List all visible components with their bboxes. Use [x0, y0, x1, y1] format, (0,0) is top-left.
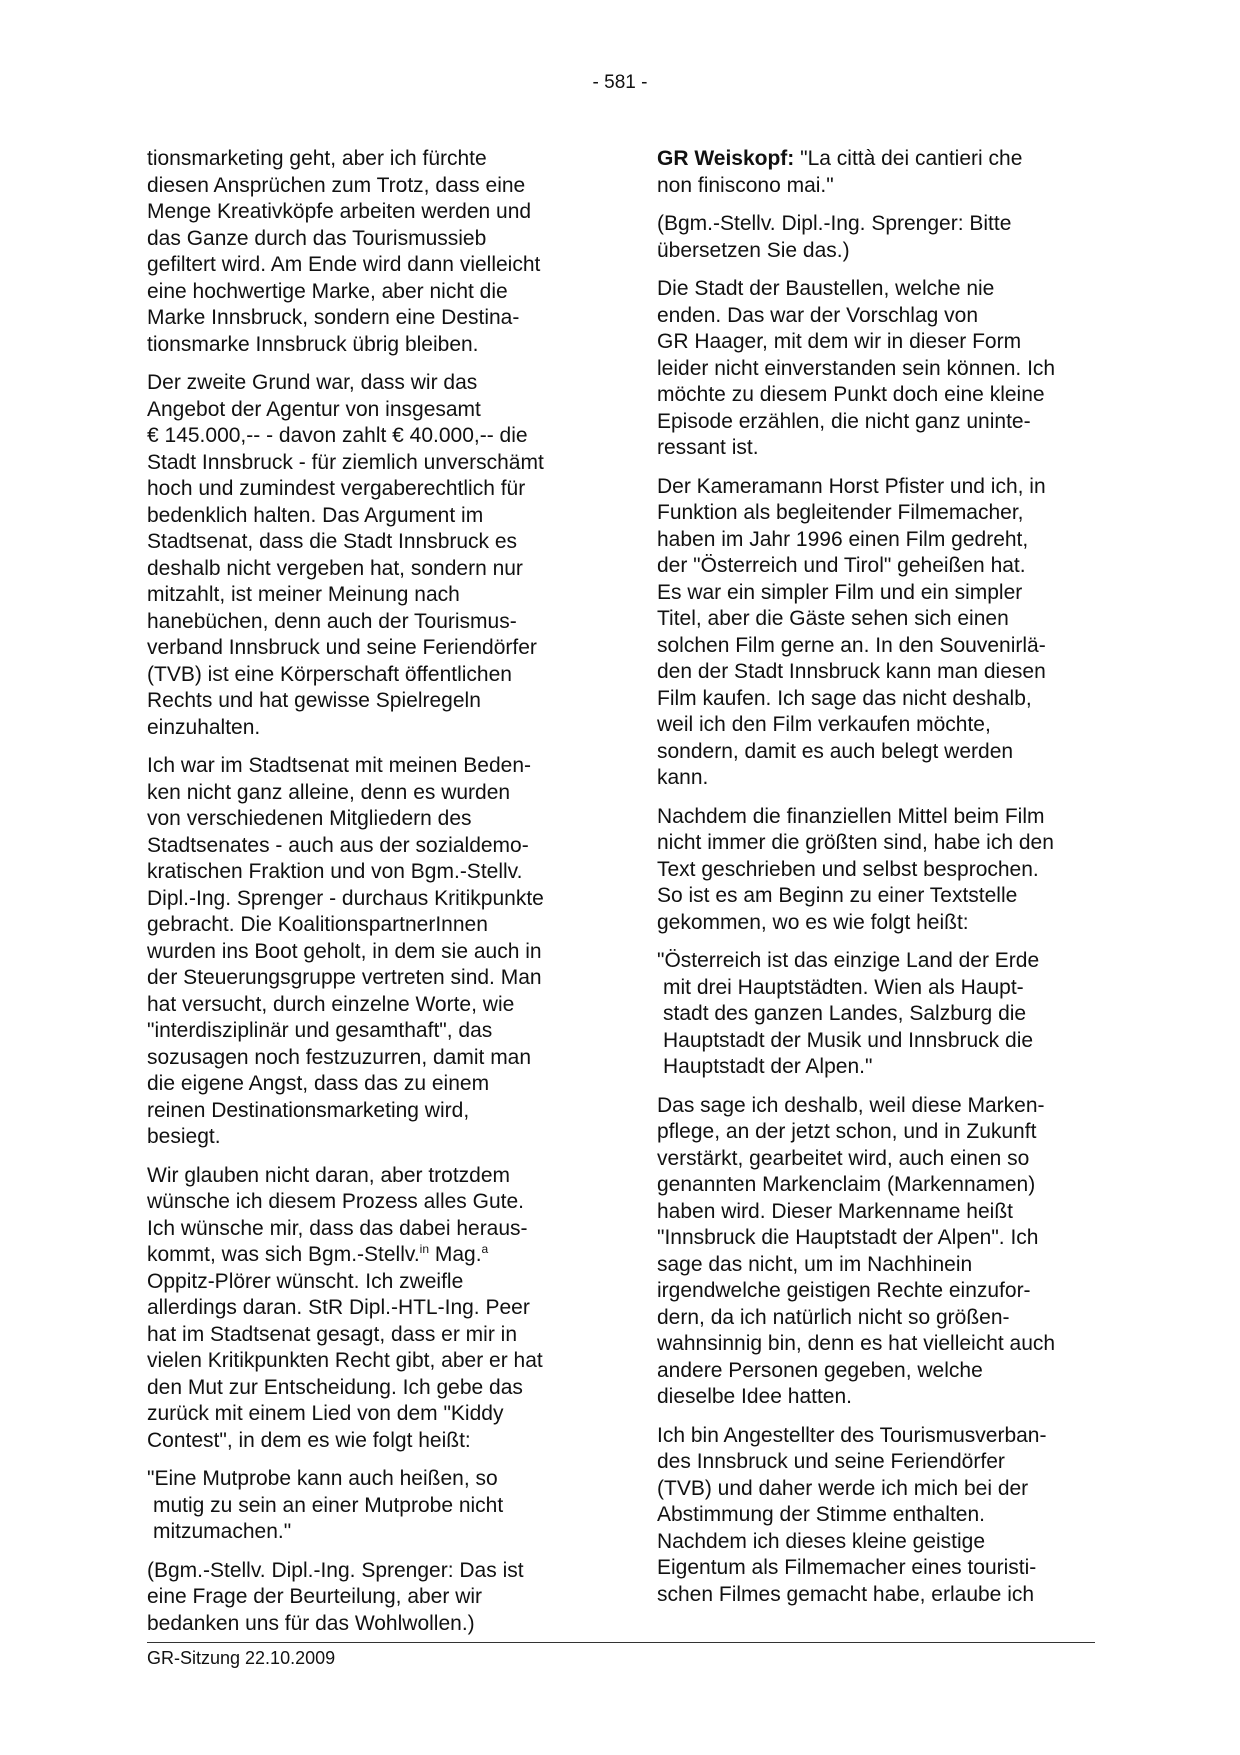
text-line: dieselbe Idee hatten. [657, 1385, 852, 1408]
text-line: Funktion als begleitender Filmemacher, [657, 501, 1024, 524]
text-line: Hauptstadt der Alpen." [663, 1055, 873, 1078]
text-line: gebracht. Die KoalitionspartnerInnen [147, 913, 488, 936]
text-line: Stadt Innsbruck - für ziemlich unverschämt [147, 450, 544, 474]
text-line: So ist es am Beginn zu einer Textstelle [657, 884, 1018, 907]
text-line: Rechts und hat gewisse Spielregeln [147, 689, 481, 712]
interjection [147, 1558, 587, 1638]
text-line: Angebot der Agentur von insgesamt [147, 397, 481, 421]
text-line: "Eine Mutprobe kann auch heißen, so [147, 1467, 498, 1490]
superscript: a [481, 1242, 489, 1256]
text-line: Oppitz-Plörer wünscht. Ich zweifle [147, 1269, 464, 1293]
text-line: vielen Kritikpunkten Recht gibt, aber er hat [147, 1349, 543, 1372]
footer-session-date: GR-Sitzung 22.10.2009 [147, 1648, 336, 1668]
text-line: Titel, aber die Gäste sehen sich einen [657, 607, 1009, 630]
paragraph [147, 753, 587, 1151]
left-column [147, 146, 587, 1649]
text-line: Hauptstadt der Musik und Innsbruck die [663, 1028, 1034, 1052]
text-line: übersetzen Sie das.) [657, 238, 850, 262]
text-line: Stadtsenates - auch aus der sozialdemo- [147, 833, 529, 857]
text-line: Dipl.-Ing. Sprenger - durchaus Kritikpunkte [147, 886, 544, 910]
text-line: non finiscono mai." [657, 173, 834, 197]
text-line: verband Innsbruck und seine Feriendörfer [147, 636, 537, 659]
text-line: genannten Markenclaim (Markennamen) [657, 1173, 1036, 1196]
speaker-name: GR Weiskopf: [657, 147, 795, 170]
text-line: besiegt. [147, 1125, 221, 1148]
text-line: hat versucht, durch einzelne Worte, wie [147, 992, 515, 1016]
text-line: dern, da ich natürlich nicht so größen- [657, 1305, 1010, 1329]
text-line: bedenklich halten. Das Argument im [147, 503, 484, 527]
text-line: gekommen, wo es wie folgt heißt: [657, 910, 969, 934]
paragraph [657, 1093, 1097, 1411]
paragraph [657, 804, 1097, 937]
superscript: in [419, 1242, 430, 1256]
right-column [657, 146, 1097, 1620]
text-line: allerdings daran. StR Dipl.-HTL-Ing. Peer [147, 1296, 530, 1319]
text-line: den der Stadt Innsbruck kann man diesen [657, 660, 1046, 683]
interjection [657, 211, 1097, 264]
text-line: Ich bin Angestellter des Tourismusverban- [657, 1423, 1047, 1447]
text-line: diesen Ansprüchen zum Trotz, dass eine [147, 173, 526, 197]
text-line: Das sage ich deshalb, weil diese Marken- [657, 1093, 1045, 1117]
text-line: des Innsbruck und seine Feriendörfer [657, 1450, 1005, 1473]
text-line: haben im Jahr 1996 einen Film gedreht, [657, 527, 1029, 551]
text-line: Stadtsenat, dass die Stadt Innsbruck es [147, 530, 518, 553]
quote [657, 948, 1097, 1081]
text-line: bedanken uns für das Wohlwollen.) [147, 1611, 475, 1635]
text-line: hat im Stadtsenat gesagt, dass er mir in [147, 1322, 518, 1346]
text-line: andere Personen gegeben, welche [657, 1358, 983, 1382]
text-line: sozusagen noch festzuzurren, damit man [147, 1045, 532, 1069]
paragraph [147, 146, 587, 358]
text-line: (TVB) und daher werde ich mich bei der [657, 1476, 1029, 1500]
text-line: "Österreich ist das einzige Land der Erde [657, 949, 1040, 972]
text-line: (TVB) ist eine Körperschaft öffentlichen [147, 662, 512, 686]
text-line: Ich war im Stadtsenat mit meinen Beden- [147, 754, 532, 777]
text-line: weil ich den Film verkaufen möchte, [657, 713, 991, 736]
text-line: Wir glauben nicht daran, aber trotzdem [147, 1163, 511, 1187]
text-line: der Steuerungsgruppe vertreten sind. Man [147, 966, 542, 989]
text-line: Menge Kreativköpfe arbeiten werden und [147, 200, 532, 223]
text-line: pflege, an der jetzt schon, und in Zukunft [657, 1120, 1037, 1143]
text-line: der "Österreich und Tirol" geheißen hat. [657, 554, 1026, 577]
paragraph [147, 1163, 587, 1455]
text-line: GR Haager, mit dem wir in dieser Form [657, 330, 1022, 353]
text-line: enden. Das war der Vorschlag von [657, 303, 979, 327]
text-line: Der zweite Grund war, dass wir das [147, 371, 478, 394]
text-line: € 145.000,-- - davon zahlt € 40.000,-- die [147, 424, 528, 447]
paragraph [657, 276, 1097, 462]
text-line: die eigene Angst, dass das zu einem [147, 1072, 490, 1095]
text-line: das Ganze durch das Tourismussieb [147, 226, 487, 250]
text-line: (Bgm.-Stellv. Dipl.-Ing. Sprenger: Bitte [657, 212, 1012, 235]
text-line: den Mut zur Entscheidung. Ich gebe das [147, 1375, 523, 1399]
paragraph [657, 146, 1097, 199]
text-line: gefiltert wird. Am Ende wird dann vielleicht [147, 253, 541, 276]
text-fragment: Mag. [429, 1243, 482, 1266]
text-line: mitzahlt, ist meiner Meinung nach [147, 583, 460, 606]
quote [147, 1466, 587, 1546]
footer-divider [147, 1642, 1095, 1643]
text-line: mitzumachen." [153, 1520, 292, 1543]
text-line: eine Frage der Beurteilung, aber wir [147, 1585, 483, 1608]
text-line: Nachdem ich dieses kleine geistige [657, 1529, 986, 1553]
text-line: "interdisziplinär und gesamthaft", das [147, 1019, 493, 1042]
text-line: von verschiedenen Mitgliedern des [147, 807, 472, 830]
text-line: Marke Innsbruck, sondern eine Destina- [147, 306, 520, 329]
page-number: - 581 - [592, 72, 648, 93]
text-line: Film kaufen. Ich sage das nicht deshalb, [657, 686, 1032, 710]
text-line: solchen Film gerne an. In den Souvenirlä- [657, 633, 1046, 657]
text-line: ken nicht ganz alleine, denn es wurden [147, 780, 511, 804]
text-line: nicht immer die größten sind, habe ich den [657, 831, 1054, 854]
text-line: stadt des ganzen Landes, Salzburg die [663, 1002, 1027, 1025]
text-line: schen Filmes gemacht habe, erlaube ich [657, 1582, 1035, 1606]
text-line: Contest", in dem es wie folgt heißt: [147, 1428, 471, 1452]
text-line: Nachdem die finanziellen Mittel beim Film [657, 804, 1045, 828]
text-line: sondern, damit es auch belegt werden [657, 739, 1014, 763]
text-line: Ich wünsche mir, dass das dabei heraus- [147, 1216, 528, 1240]
text-line: deshalb nicht vergeben hat, sondern nur [147, 556, 523, 580]
text-line: ressant ist. [657, 436, 759, 459]
text-line: wünsche ich diesem Prozess alles Gute. [147, 1190, 525, 1213]
text-line: verstärkt, gearbeitet wird, auch einen so [657, 1146, 1030, 1170]
text-line: tionsmarketing geht, aber ich fürchte [147, 147, 487, 170]
text-line: eine hochwertige Marke, aber nicht die [147, 279, 508, 303]
text-line: hoch und zumindest vergaberechtlich für [147, 477, 526, 500]
paragraph-lines [147, 1163, 587, 1243]
text-line [147, 1242, 587, 1269]
paragraph [657, 474, 1097, 792]
text-line: Text geschrieben und selbst besprochen. [657, 857, 1039, 881]
text-line: Es war ein simpler Film und ein simpler [657, 580, 1023, 604]
text-line: sage das nicht, um im Nachhinein [657, 1252, 973, 1276]
text-line: mit drei Hauptstädten. Wien als Haupt- [663, 975, 1024, 999]
text-line: wurden ins Boot geholt, in dem sie auch in [147, 939, 542, 963]
text-line: mutig zu sein an einer Mutprobe nicht [153, 1493, 504, 1517]
text-line: Episode erzählen, die nicht ganz uninte- [657, 409, 1031, 433]
text-line: Die Stadt der Baustellen, welche nie [657, 277, 995, 300]
text-line: einzuhalten. [147, 715, 261, 739]
text-line: kratischen Fraktion und von Bgm.-Stellv. [147, 860, 523, 883]
text-line: hanebüchen, denn auch der Tourismus- [147, 609, 517, 633]
paragraph [657, 1423, 1097, 1609]
text-line: Eigentum als Filmemacher eines touristi- [657, 1556, 1037, 1579]
text-fragment: "La città dei cantieri che [794, 147, 1023, 170]
text-line: tionsmarke Innsbruck übrig bleiben. [147, 332, 479, 356]
paragraph-lines [147, 1269, 587, 1455]
text-line: "Innsbruck die Hauptstadt der Alpen". Ich [657, 1226, 1039, 1249]
text-line: (Bgm.-Stellv. Dipl.-Ing. Sprenger: Das ist [147, 1558, 524, 1582]
text-line: Der Kameramann Horst Pfister und ich, in [657, 474, 1046, 498]
text-line: reinen Destinationsmarketing wird, [147, 1098, 470, 1122]
text-line: leider nicht einverstanden sein können. Ich [657, 356, 1056, 380]
text-line: haben wird. Dieser Markenname heißt [657, 1199, 1013, 1223]
text-line [657, 146, 1097, 173]
text-line: wahnsinnig bin, denn es hat vielleicht auch [657, 1332, 1056, 1355]
text-fragment: kommt, was sich Bgm.-Stellv. [147, 1243, 420, 1266]
text-line: kann. [657, 766, 709, 789]
text-line: Abstimmung der Stimme enthalten. [657, 1503, 985, 1526]
paragraph [147, 370, 587, 741]
text-line: zurück mit einem Lied von dem "Kiddy [147, 1402, 504, 1425]
text-line: irgendwelche geistigen Rechte einzufor- [657, 1279, 1031, 1302]
text-line: möchte zu diesem Punkt doch eine kleine [657, 383, 1045, 406]
